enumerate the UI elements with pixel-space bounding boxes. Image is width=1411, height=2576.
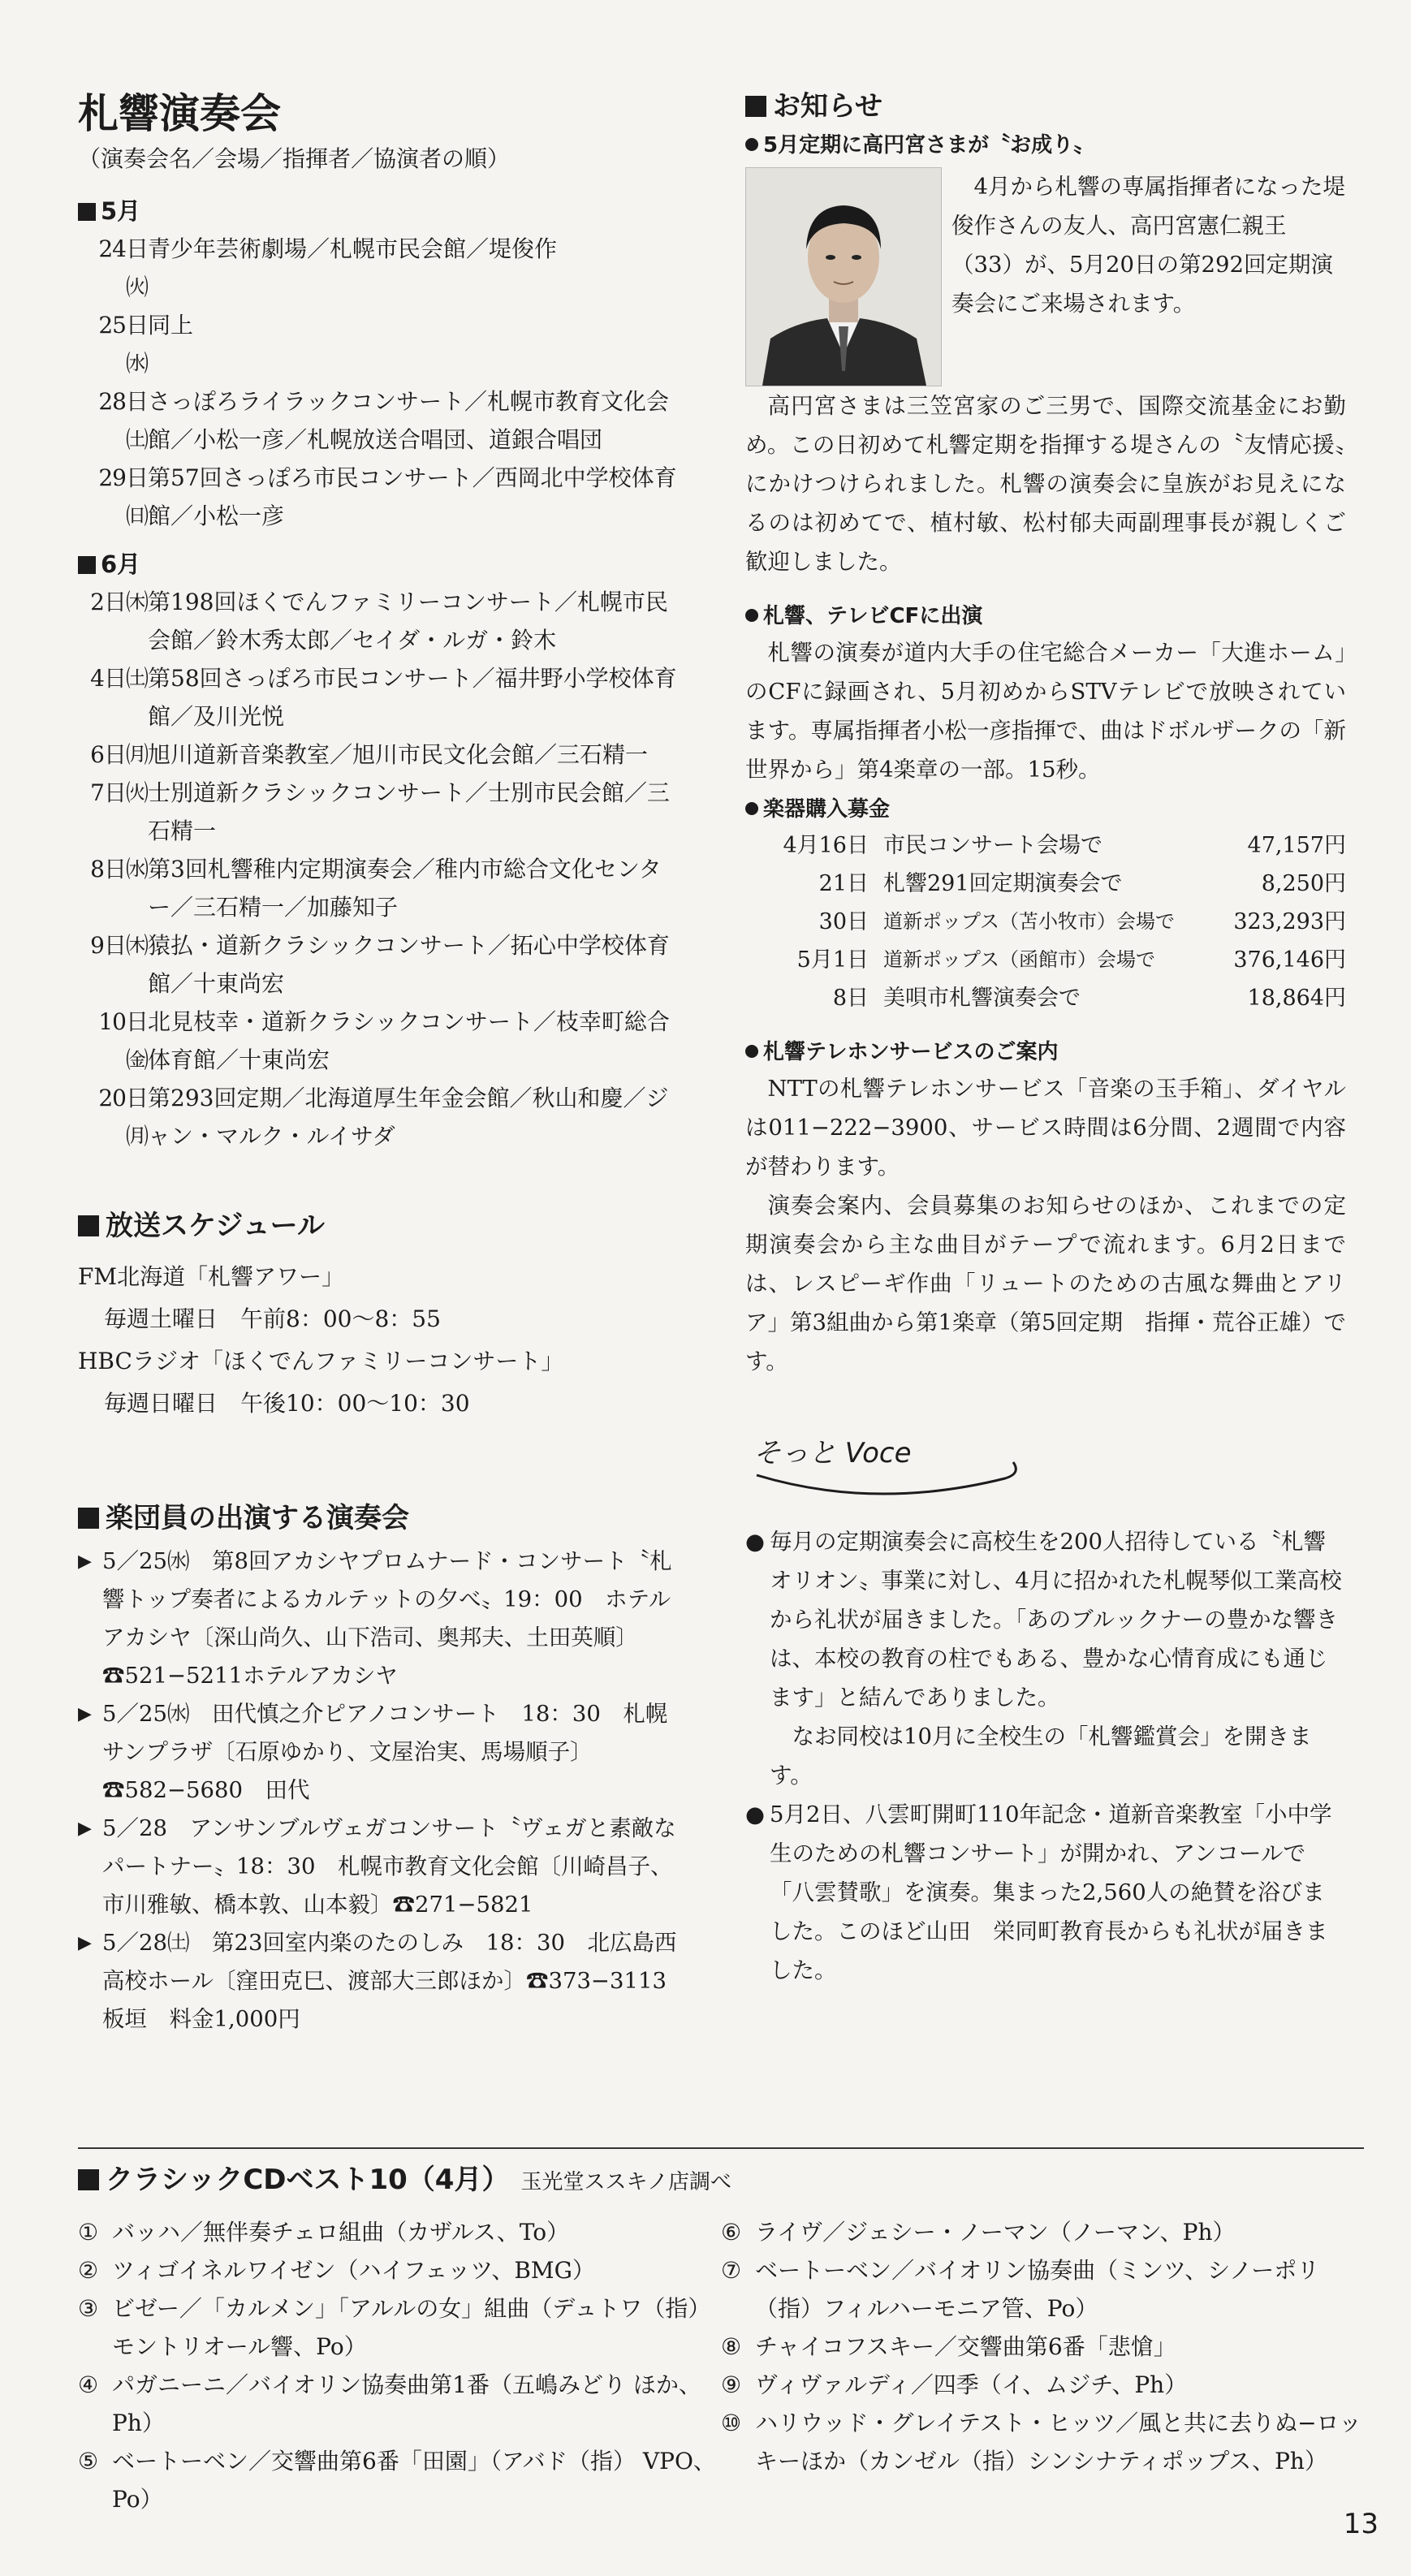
square-bullet-icon [78,2169,99,2190]
list-item: ⑩ ハリウッド・グレイテスト・ヒッツ／風と共に去りぬ−ロッキーほか（カンゼル（指）シンシナティポップス、Ph） [721,2410,1361,2475]
notice-text: 札響の演奏が道内大手の住宅総合メーカー「大進ホーム」のCFに録画され、5月初めからSTVテレビで放映されています。専属指揮者小松一彦指揮で、曲はドボルザークの「新世界から」第4楽章の一部。15秒。 [745,639,1346,783]
voce-logo [745,1397,1346,1511]
notice-item-heading: 札響、テレビCFに出演 [745,599,1346,633]
portrait-photo [745,167,942,386]
right-column [745,88,1368,1990]
voce-logo-icon [745,1397,1038,1511]
list-item: ⑧ チャイコフスキー／交響曲第6番「悲愴」 [721,2333,1176,2360]
schedule-line: HBCラジオ「ほくでんファミリーコンサート」 [78,1347,564,1374]
voce-logo-text: そっと Voce [753,1436,912,1469]
table-row: 21日 札響291回定期演奏会で 8,250円 [818,870,1346,896]
notice-text: NTTの札響テレホンサービス「音楽の玉手箱」、ダイヤルは011−222−3900、サービス時間は6分間、2週間で内容が替わります。 [745,1075,1346,1180]
list-item: なお同校は10月に全校生の「札響鑑賞会」を開きます。 [770,1723,1312,1789]
list-item: ▶ 5／25㈬ 田代慎之介ピアノコンサート 18：30 札幌サンプラザ〔石原ゆかり、文屋治実、馬場順子〕 ☎582−5680 田代 [78,1695,679,1810]
list-item: 8日㈬ 第3回札響稚内定期演奏会／稚内市総合文化センター／三石精一／加藤知子 [90,856,662,921]
bullet-dot-icon: ● [745,1528,765,1555]
left-column [78,89,689,2039]
square-bullet-icon [78,556,96,574]
notice-item-heading: 楽器購入募金 [745,792,1346,826]
photo-block [745,167,1368,386]
page-number: 13 [1343,2508,1379,2540]
notice-heading: お知らせ [745,88,1346,127]
cd-list-right [721,2213,1364,2518]
list-item: ③ ビゼー／「カルメン」「アルルの女」組曲（デュトワ（指）モントリオール響、Po） [78,2295,711,2360]
list-item: 24日㈫ 青少年芸術劇場／札幌市民会館／堤俊作 [98,235,558,300]
cd-heading: クラシックCDベスト10（4月） 玉光堂ススキノ店調べ [78,2157,1364,2197]
square-bullet-icon [745,96,766,117]
voce-list [745,1522,1346,1990]
notice-photo-text: 4月から札響の専属指揮者になった堤 俊作さんの友人、高円宮憲仁親王（33）が、5月20日の第292回定期演奏会にご来場されます。 [951,173,1368,317]
list-item: 20日㈪ 第293回定期／北海道厚生年金会館／秋山和慶／ジャン・マルク・ルイサダ [98,1085,669,1150]
list-item: 4日㈯ 第58回さっぽろ市民コンサート／福井野小学校体育館／及川光悦 [90,665,677,730]
bullet-dot-icon [745,609,758,622]
list-item: ⑦ ベートーベン／バイオリン協奏曲（ミンツ、シノーポリ（指）フィルハーモニア管、Po） [721,2257,1320,2322]
members-heading: 楽団員の出演する演奏会 [78,1499,679,1538]
triangle-right-icon: ▶ [78,1819,92,1840]
list-item: ⑥ ライヴ／ジェシー・ノーマン（ノーマン、Ph） [721,2219,1236,2246]
cd-list [78,2213,1364,2518]
list-item: ● 毎月の定期演奏会に高校生を200人招待している〝札響オリオン〟事業に対し、4月に招かれた札幌琴似工業高校から礼状が届きました。「あのブルックナーの豊かな響きは、本校の教育の柱でもある、豊かな心情育成にも通じます」と結んでありました。 [745,1522,1346,1717]
schedule-line: FM北海道「札響アワー」 [78,1262,345,1290]
list-item: ⑨ ヴィヴァルディ／四季（イ、ムジチ、Ph） [721,2371,1188,2398]
bullet-dot-icon [745,138,758,151]
list-item: 2日㈭ 第198回ほくでんファミリーコンサート／札幌市民会館／鈴木秀太郎／セイダ・ルガ・鈴木 [90,589,668,654]
list-item: ② ツィゴイネルワイゼン（ハイフェッツ、BMG） [78,2257,595,2284]
fund-table [778,826,1346,1017]
broadcast-schedule [78,1256,679,1425]
list-item: ▶ 5／28 アンサンブルヴェガコンサート〝ヴェガと素敵なパートナー〟18：30 札幌市教育文化会館〔川崎昌子、市川雅敏、橋本敦、山本毅〕☎271−5821 [78,1810,679,1924]
notice-text: 高円宮さまは三笠宮家のご三男で、国際交流基金にお勤め。この日初めて札響定期を指揮する堤さんの〝友情応援〟にかけつけられました。札響の演奏会に皇族がお見えになるのは初めてで、植村敏、松村郁夫両副理事長が親しくご歓迎しました。 [745,392,1346,575]
june-heading: 6月 [78,546,679,580]
list-item: 29日㈰ 第57回さっぽろ市民コンサート／西岡北中学校体育館／小松一彦 [98,464,677,529]
triangle-right-icon: ▶ [78,1551,92,1573]
concerts-title: 札響演奏会 [78,90,281,137]
table-row: 4月16日 市民コンサート会場で 47,157円 [783,832,1346,858]
notice-item-heading: 札響テレホンサービスのご案内 [745,1035,1346,1069]
broadcast-heading: 放送スケジュール [78,1207,679,1246]
concerts-subtitle: （演奏会名／会場／指揮者／協演者の順） [78,145,511,172]
may-events [78,230,679,535]
list-item: 10日㈮ 北見枝幸・道新クラシックコンサート／枝幸町総合体育館／十東尚宏 [98,1008,670,1073]
may-heading: 5月 [78,193,679,227]
bullet-dot-icon [745,1045,758,1058]
list-item: ① バッハ／無伴奏チェロ組曲（カザルス、To） [78,2219,570,2246]
list-item: 25日㈬ 同上 [98,312,194,377]
square-bullet-icon [78,1215,99,1236]
schedule-line: 毎週土曜日 午前8：00〜8：55 [104,1305,441,1332]
list-item: ● 5月2日、八雲町開町110年記念・道新音楽教室「小中学生のための札響コンサート」が開かれ、アンコールで「八雲賛歌」を演奏。集まった2,560人の絶賛を浴びました。このほど山田 栄同町教育長からも礼状が届きました。 [745,1795,1346,1990]
list-item: ④ パガニーニ／バイオリン協奏曲第1番（五嶋みどり ほか、Ph） [78,2371,701,2436]
portrait-icon [746,168,941,386]
cd-best10-section [78,2147,1364,2518]
list-item: 9日㈭ 猿払・道新クラシックコンサート／拓心中学校体育館／十東尚宏 [90,932,670,997]
square-bullet-icon [78,203,96,221]
list-item: 7日㈫ 士別道新クラシックコンサート／士別市民会館／三石精一 [90,779,670,844]
list-item: ⑤ ベートーベン／交響曲第6番「田園」（アバド（指） VPO、Po） [78,2448,716,2513]
notice-text: 演奏会案内、会員募集のお知らせのほか、これまでの定期演奏会から主な曲目がテープで流れます。6月2日までは、レスピーギ作曲「リュートのための古風な舞曲とアリア」第3組曲から第1楽章（第5回定期 指揮・荒谷正雄）です。 [745,1192,1346,1374]
notice-item-heading: 5月定期に高円宮さまが〝お成り〟 [745,128,1346,162]
june-events [78,583,679,1155]
cd-list-left [78,2213,721,2518]
bullet-dot-icon [745,802,758,815]
triangle-right-icon: ▶ [78,1933,92,1954]
table-row: 8日 美唄市札響演奏会で 18,864円 [832,985,1346,1011]
members-list [78,1543,689,2039]
cd-source: 玉光堂ススキノ店調べ [520,2170,731,2194]
square-bullet-icon [78,1508,99,1529]
triangle-right-icon: ▶ [78,1704,92,1725]
schedule-line: 毎週日曜日 午後10：00〜10：30 [104,1389,470,1417]
list-item: 28日㈯ さっぽろライラックコンサート／札幌市教育文化会館／小松一彦／札幌放送合唱団、道銀合唱団 [98,388,670,453]
table-row: 5月1日 道新ポップス（函館市）会場で 376,146円 [796,947,1346,973]
table-row: 30日 道新ポップス（苫小牧市）会場で 323,293円 [818,908,1346,934]
list-item: 6日㈪ 旭川道新音楽教室／旭川市民文化会館／三石精一 [90,741,649,768]
list-item: ▶ 5／25㈬ 第8回アカシヤプロムナード・コンサート〝札響トップ奏者によるカルテットの夕べ〟19：00 ホテルアカシヤ〔深山尚久、山下浩司、奥邦夫、土田英順〕☎521−5211ホテルアカシヤ [78,1543,679,1695]
list-item: ▶ 5／28㈯ 第23回室内楽のたのしみ 18：30 北広島西高校ホール〔窪田克巳、渡部大三郎ほか〕☎373−3113 板垣 料金1,000円 [78,1924,679,2039]
bullet-dot-icon: ● [745,1801,765,1827]
